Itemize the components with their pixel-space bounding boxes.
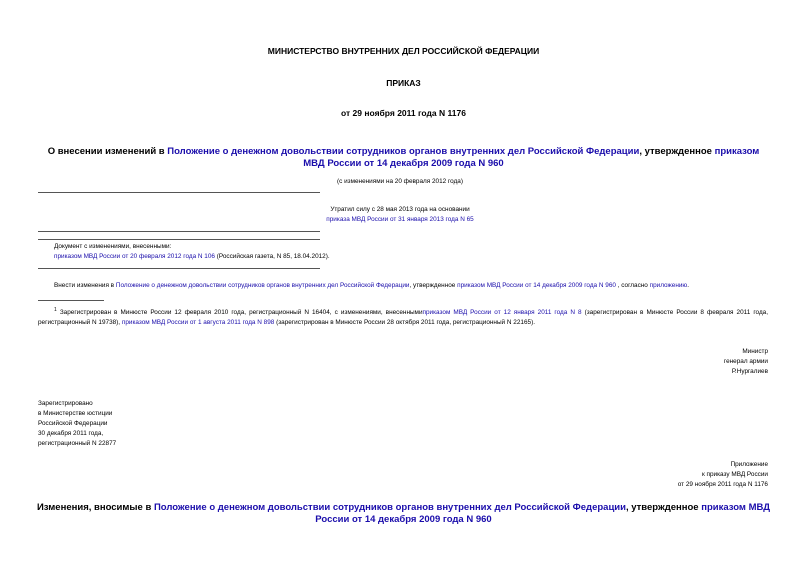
expired-link[interactable]: приказа МВД России от 31 января 2013 года N 65 <box>326 216 474 223</box>
changes-block <box>54 242 454 262</box>
body-prefix: Внести изменения в <box>54 282 116 289</box>
footnote-text-3: (зарегистрирован в Минюсте России 28 октября 2011 года, регистрационный N 22165). <box>274 319 535 327</box>
footnote-marker: 1 <box>54 307 57 313</box>
changes-tail: (Российская газета, N 85, 18.04.2012). <box>214 253 330 260</box>
divider <box>38 239 320 240</box>
ministry-heading: МИНИСТЕРСТВО ВНУТРЕННИХ ДЕЛ РОССИЙСКОЙ ФЕДЕРАЦИИ <box>267 46 540 56</box>
footnote-divider <box>38 300 104 301</box>
registration-line: Зарегистрировано <box>38 400 93 407</box>
signature-title: Министр <box>742 348 768 355</box>
appendix-line: к приказу МВД России <box>701 471 768 478</box>
expired-text: Утратил силу с 28 мая 2013 года на основании <box>330 206 470 213</box>
title-middle: , утвержденное <box>639 146 715 157</box>
document-type: ПРИКАЗ <box>386 78 421 88</box>
body-link-appendix[interactable]: приложению <box>649 282 688 289</box>
bottom-title-prefix: Изменения, вносимые в <box>36 502 154 513</box>
title-link-regulation[interactable]: Положение о денежном довольствии сотрудников органов внутренних дел Российской Федерации <box>167 146 640 157</box>
body-link-order-960[interactable]: приказом МВД России от 14 декабря 2009 года N 960 <box>457 282 616 289</box>
body-link-regulation[interactable]: Положение о денежном довольствии сотрудников органов внутренних дел Российской Федерации <box>115 282 410 289</box>
bottom-title-middle: , утвержденное <box>625 502 702 513</box>
registration-line: Российской Федерации <box>38 420 108 427</box>
divider <box>38 231 320 232</box>
bottom-title-link-order-960[interactable]: приказом МВД России от 14 декабря 2009 года N 960 <box>315 502 771 525</box>
changes-label: Документ с изменениями, внесенными: <box>54 243 172 250</box>
appendix-title <box>36 502 771 526</box>
signature-rank: генерал армии <box>723 358 768 365</box>
divider <box>38 192 320 193</box>
amended-note: (с изменениями на 20 февраля 2012 года) <box>337 178 463 185</box>
divider <box>38 268 320 269</box>
title-prefix: О внесении изменений в <box>47 146 168 157</box>
body-end: . <box>687 282 690 289</box>
changes-link[interactable]: приказом МВД России от 20 февраля 2012 года N 106 <box>54 253 215 260</box>
body-middle2: , согласно <box>615 282 650 289</box>
appendix-line: Приложение <box>730 461 768 468</box>
registration-line: в Министерстве юстиции <box>38 410 113 417</box>
title-link-order-960[interactable]: приказом МВД России от 14 декабря 2009 года N 960 <box>303 146 760 169</box>
registration-block <box>38 399 238 449</box>
footnote-text-1: Зарегистрирован в Минюсте России 12 февраля 2010 года, регистрационный N 16404, с изменениями, внесенными <box>56 309 423 317</box>
footnote-text-2: (зарегистрирован в Минюсте России 8 февраля 2011 года, регистрационный N 19738), <box>38 309 768 327</box>
footnote <box>38 305 768 328</box>
body-paragraph <box>54 281 784 291</box>
registration-line: регистрационный N 22877 <box>38 440 117 447</box>
document-date: от 29 ноября 2011 года N 1176 <box>341 108 466 118</box>
footnote-link-order-8[interactable]: приказом МВД России от 12 января 2011 года N 8 <box>422 309 582 317</box>
appendix-block <box>560 460 768 490</box>
document-title <box>36 146 771 170</box>
signature-name: Р.Нургалиев <box>731 368 768 375</box>
expired-notice <box>290 205 510 225</box>
registration-line: 30 декабря 2011 года, <box>38 430 104 437</box>
bottom-title-link-regulation[interactable]: Положение о денежном довольствии сотрудников органов внутренних дел Российской Федерации <box>153 502 626 513</box>
signature-block <box>600 347 768 377</box>
body-middle: , утвержденное <box>409 282 458 289</box>
appendix-line: от 29 ноября 2011 года N 1176 <box>677 481 768 488</box>
footnote-link-order-898[interactable]: приказом МВД России от 1 августа 2011 года N 898 <box>121 319 275 327</box>
